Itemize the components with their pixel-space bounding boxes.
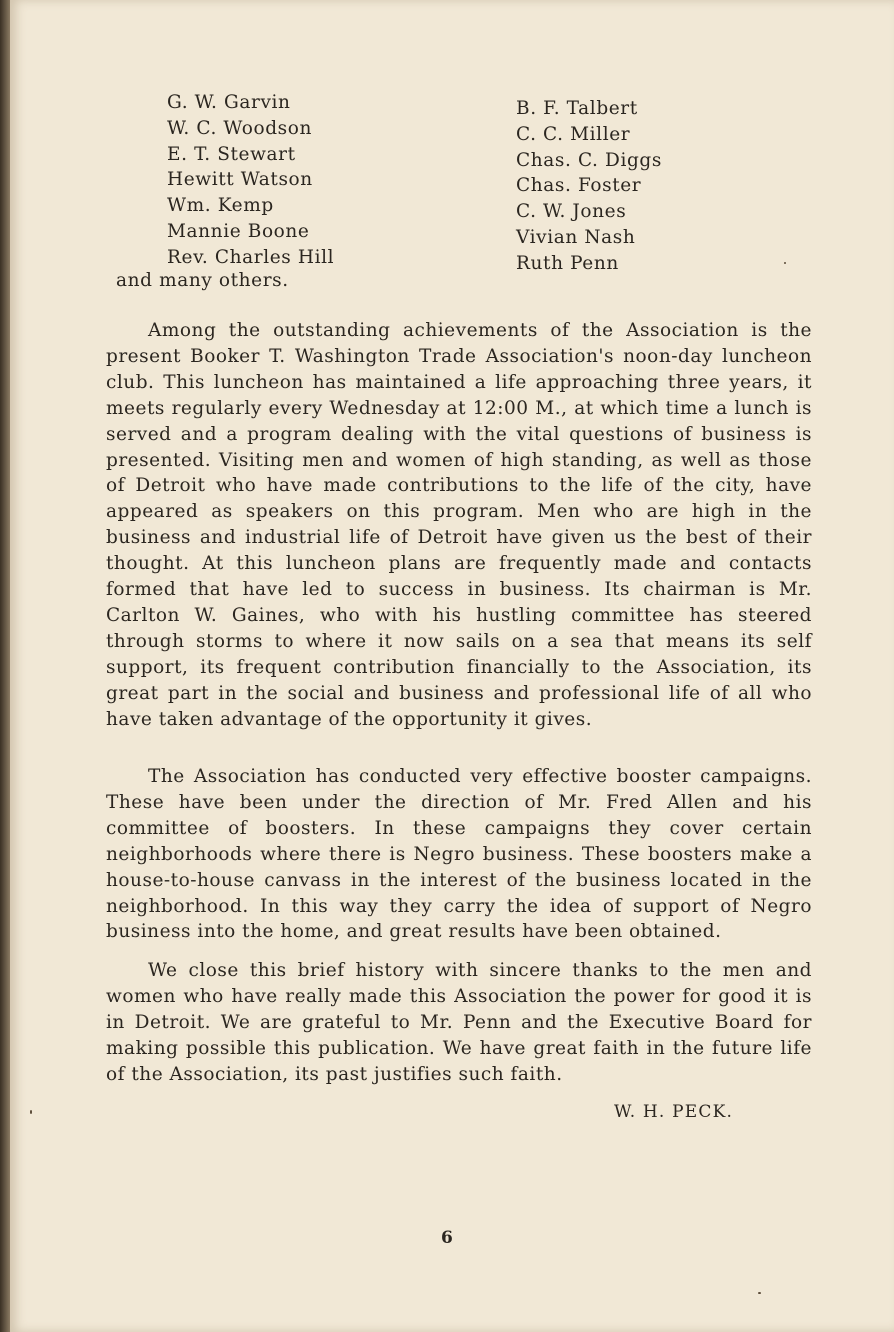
member-name: Hewitt Watson [167,169,313,191]
paragraph-booster-campaigns: The Association has conducted very effective booster campaigns. These have been under the direction of Mr. Fred Allen and his committee of boosters. In these campaigns they cover certain neighborhoods where there is Negro business. These boosters make a house-to-house canvass in the interest of the business located in the neighborhood. In this way they carry the idea of support of Negro business into the home, and great results have been obtained. [106,766,812,943]
member-name: Mannie Boone [167,220,310,242]
member-name: G. W. Garvin [167,92,291,113]
paper-speck [30,1110,32,1114]
member-name: W. C. Woodson [167,117,313,139]
member-name: Vivian Nash [516,226,636,248]
member-name: Chas. Foster [516,175,642,197]
author-signature: W. H. PECK. [614,1102,734,1122]
member-name: B. F. Talbert [516,98,638,119]
member-name: Chas. C. Diggs [516,149,662,171]
paragraph-luncheon-club: Among the outstanding achievements of the Association is the present Booker T. Washington Trade Association's noon-day luncheon club. This luncheon has maintained a life approaching three years, it meets regularly every Wednesday at 12:00 M., at which time a lunch is served and a program dealing with the vital questions of business is presented. Visiting men and women of high standing, as well as those of Detroit who have made contributions to the life of the city, have appeared as speakers on this program. Men who are high in the business and industrial life of Detroit have given us the best of their thought. At this luncheon plans are frequently made and contacts formed that have led to success in business. Its chairman is Mr. Carlton W. Gaines, who with his hustling committee has steered through storms to where it now sails on a sea that means its self support, its frequent contribution financially to the Association, its great part in the social and business and professional life of all who have taken advantage of the opportunity it gives. [106,320,812,730]
page-number: 6 [441,1228,453,1248]
member-names-right-column [516,96,662,277]
and-many-others-text: and many others. [116,270,289,291]
member-name: Wm. Kemp [167,195,274,217]
member-name: C. W. Jones [516,201,627,223]
document-page [10,0,894,1332]
paper-speck [758,1292,761,1294]
paper-speck [784,262,786,264]
member-name: E. T. Stewart [167,143,296,165]
member-name: Rev. Charles Hill [167,246,335,268]
member-name: C. C. Miller [516,123,631,145]
paragraph-closing-thanks: We close this brief history with sincere thanks to the men and women who have really made this Association the power for good it is in Detroit. We are grateful to Mr. Penn and the Executive Board for making possible this publication. We have great faith in the future life of the Association, its past justifies such faith. [106,960,812,1085]
member-names-left-column [167,90,334,271]
page-binding-edge [0,0,10,1332]
member-name: Ruth Penn [516,252,619,274]
